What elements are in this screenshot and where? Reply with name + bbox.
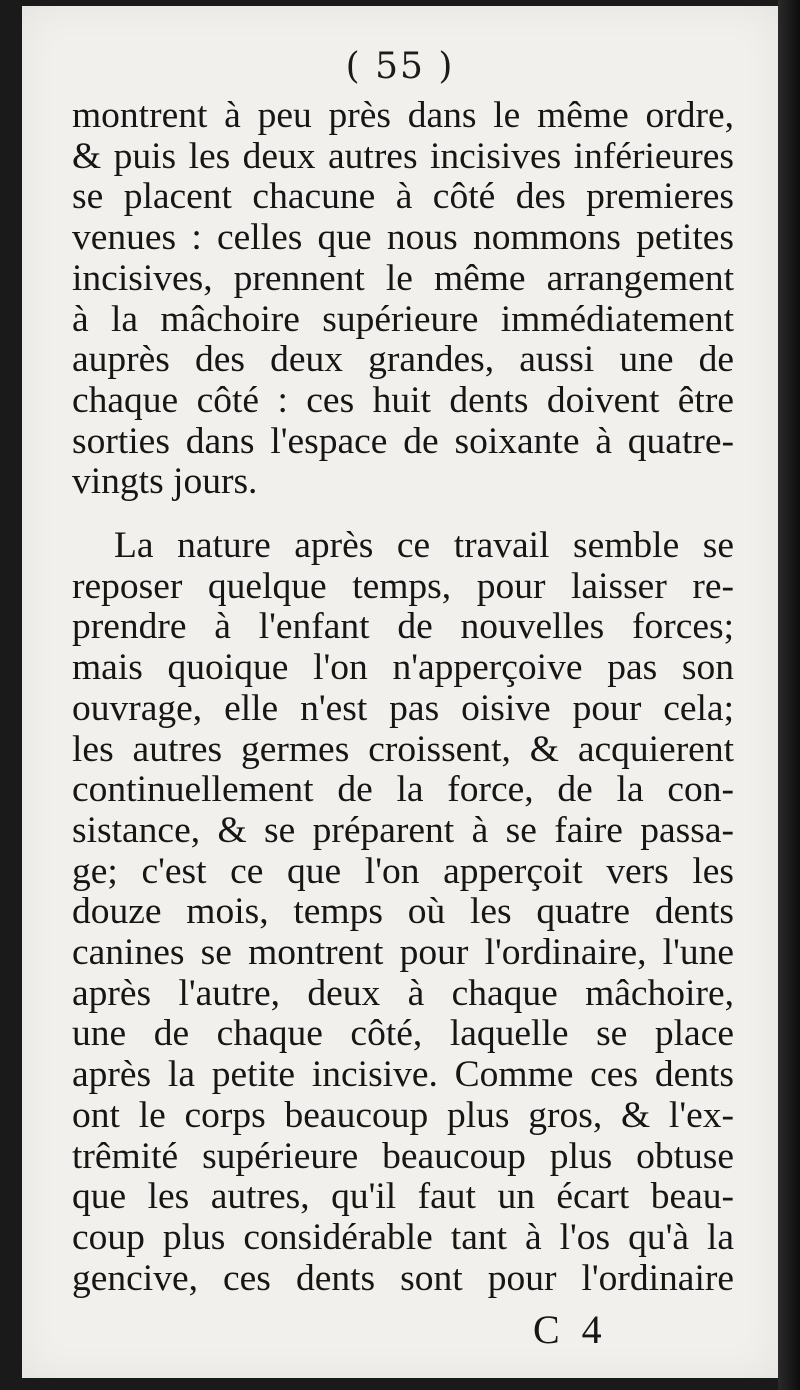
text-line: trêmité supérieure beaucoup plus obtuse	[72, 1136, 734, 1177]
text-line: mais quoique l'on n'apperçoive pas son	[72, 648, 734, 689]
text-line: venues : celles que nous nommons petites	[72, 218, 734, 259]
signature-mark: C 4	[533, 1307, 608, 1352]
text-line: ont le corps beaucoup plus gros, & l'ex-	[72, 1095, 734, 1136]
page-edge-shadow	[778, 0, 800, 1390]
text-line: sorties dans l'espace de soixante à quatre-	[72, 421, 734, 462]
text-line: se placent chacune à côté des premieres	[72, 177, 734, 218]
text-line: montrent à peu près dans le même ordre,	[72, 96, 734, 136]
text-line: une de chaque côté, laquelle se place	[72, 1014, 734, 1055]
text-line: douze mois, temps où les quatre dents	[72, 892, 734, 933]
text-line: prendre à l'enfant de nouvelles forces;	[72, 607, 734, 648]
text-line: chaque côté : ces huit dents doivent être	[72, 380, 734, 421]
paragraph-2	[72, 526, 734, 1299]
text-line: sistance, & se préparent à se faire passa-	[72, 810, 734, 851]
page-number: ( 55 )	[345, 46, 455, 87]
text-line: les autres germes croissent, & acquierent	[72, 729, 734, 770]
text-line: après la petite incisive. Comme ces dents	[72, 1055, 734, 1096]
text-line: ouvrage, elle n'est pas oisive pour cela;	[72, 688, 734, 729]
paragraph-1	[72, 96, 734, 503]
text-line: continuellement de la force, de la con-	[72, 770, 734, 811]
text-line: après l'autre, deux à chaque mâchoire,	[72, 973, 734, 1014]
text-line: à la mâchoire supérieure immédiatement	[72, 299, 734, 340]
text-line: La nature après ce travail semble se	[114, 526, 734, 567]
text-line: gencive, ces dents sont pour l'ordinaire	[72, 1258, 734, 1299]
text-line: vingts jours.	[72, 462, 258, 503]
text-line: reposer quelque temps, pour laisser re-	[72, 566, 734, 607]
text-line: canines se montrent pour l'ordinaire, l'une	[72, 933, 734, 974]
text-line: coup plus considérable tant à l'os qu'à la	[72, 1217, 734, 1258]
body-text	[72, 96, 734, 1299]
text-line: que les autres, qu'il faut un écart beau-	[72, 1177, 734, 1218]
text-line: auprès des deux grandes, aussi une de	[72, 340, 734, 381]
text-line: ge; c'est ce que l'on apperçoit vers les	[72, 851, 734, 892]
text-line: & puis les deux autres incisives inférieures	[72, 136, 734, 177]
paragraph-gap	[72, 503, 734, 526]
text-line: incisives, prennent le même arrangement	[72, 258, 734, 299]
